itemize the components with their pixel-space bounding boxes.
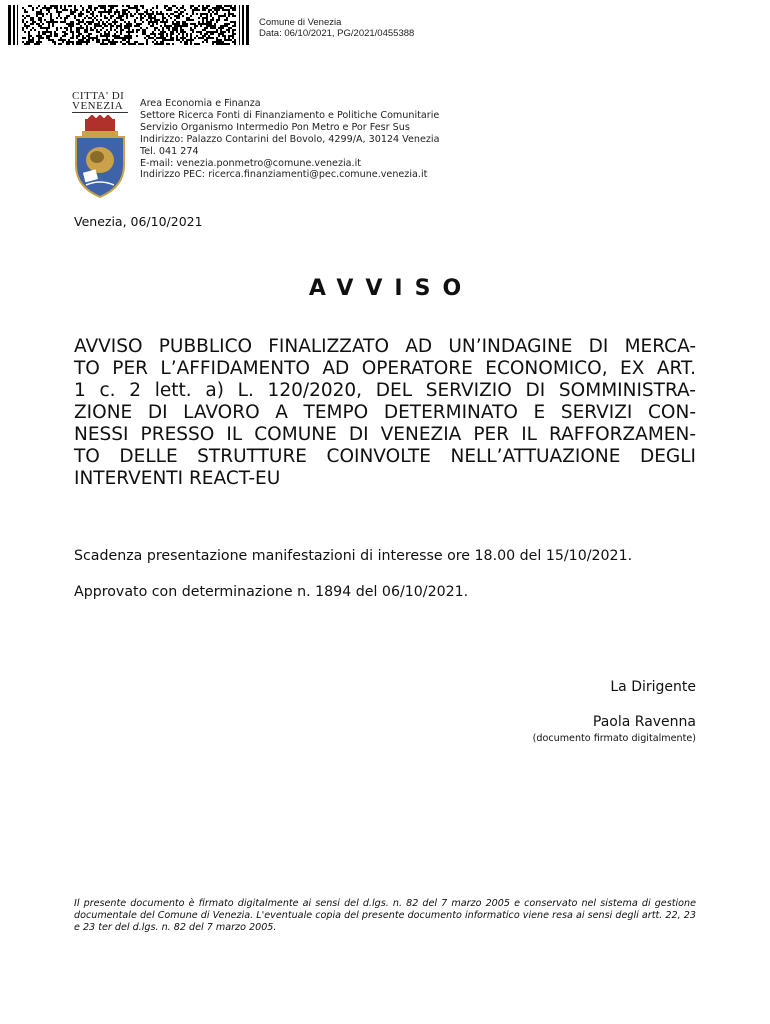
letterhead-line: Settore Ricerca Fonti di Finanziamento e Politiche Comunitarie <box>140 109 440 121</box>
protocol-org: Comune di Venezia <box>259 17 342 28</box>
subject-block <box>74 336 696 490</box>
letterhead-line: Tel. 041 274 <box>140 145 199 157</box>
protocol-line: Data: 06/10/2021, PG/2021/0455388 <box>259 28 415 39</box>
city-logo <box>72 91 130 199</box>
logo-line-2: VENEZIA <box>72 101 128 113</box>
letterhead <box>140 98 439 181</box>
letterhead-line: E-mail: venezia.ponmetro@comune.venezia.it <box>140 157 362 169</box>
subject-line: TO PER L’AFFIDAMENTO AD OPERATORE ECONOMICO, EX ART. <box>74 358 696 379</box>
subject-line: ZIONE DI LAVORO A TEMPO DETERMINATO E SERVIZI CON- <box>74 402 696 423</box>
letterhead-line: Indirizzo: Palazzo Contarini del Bovolo, 4299/A, 30124 Venezia <box>140 133 440 145</box>
protocol-stamp <box>259 17 414 39</box>
approval-paragraph: Approvato con determinazione n. 1894 del 06/10/2021. <box>74 584 469 600</box>
coat-of-arms-icon <box>72 115 128 199</box>
signature-note: (documento firmato digitalmente) <box>532 733 696 744</box>
legal-footer: Il presente documento è firmato digitalmente ai sensi del d.lgs. n. 82 del 7 marzo 2005 e conservato nel sistema di gestione documentale del Comune di Venezia. L'eventuale copia del presente documento informatico viene resa ai sensi degli artt. 22, 23 e 23 ter del d.lgs. n. 82 del 7 marzo 2005. <box>74 898 696 933</box>
letterhead-line: Servizio Organismo Intermedio Pon Metro e Por Fesr Sus <box>140 121 410 133</box>
document-title: AVVISO <box>308 276 474 301</box>
letterhead-line: Indirizzo PEC: ricerca.finanziamenti@pec.comune.venezia.it <box>140 169 428 181</box>
document-date: Venezia, 06/10/2021 <box>74 214 203 229</box>
logo-line-1: CITTA' DI <box>72 90 125 102</box>
subject-line: NESSI PRESSO IL COMUNE DI VENEZIA PER IL RAFFORZAMEN- <box>74 424 696 445</box>
subject-line: 1 c. 2 lett. a) L. 120/2020, DEL SERVIZIO DI SOMMINISTRA- <box>74 380 696 401</box>
deadline-paragraph: Scadenza presentazione manifestazioni di interesse ore 18.00 del 15/10/2021. <box>74 548 633 564</box>
subject-line: INTERVENTI REACT-EU <box>74 468 281 489</box>
signature-role: La Dirigente <box>610 679 696 695</box>
subject-line: AVVISO PUBBLICO FINALIZZATO AD UN’INDAGINE DI MERCA- <box>74 336 696 357</box>
barcode-image <box>8 5 250 45</box>
letterhead-line: Area Economia e Finanza <box>140 98 261 109</box>
subject-line: TO DELLE STRUTTURE COINVOLTE NELL’ATTUAZIONE DEGLI <box>74 446 696 467</box>
signature-name: Paola Ravenna <box>592 714 696 730</box>
